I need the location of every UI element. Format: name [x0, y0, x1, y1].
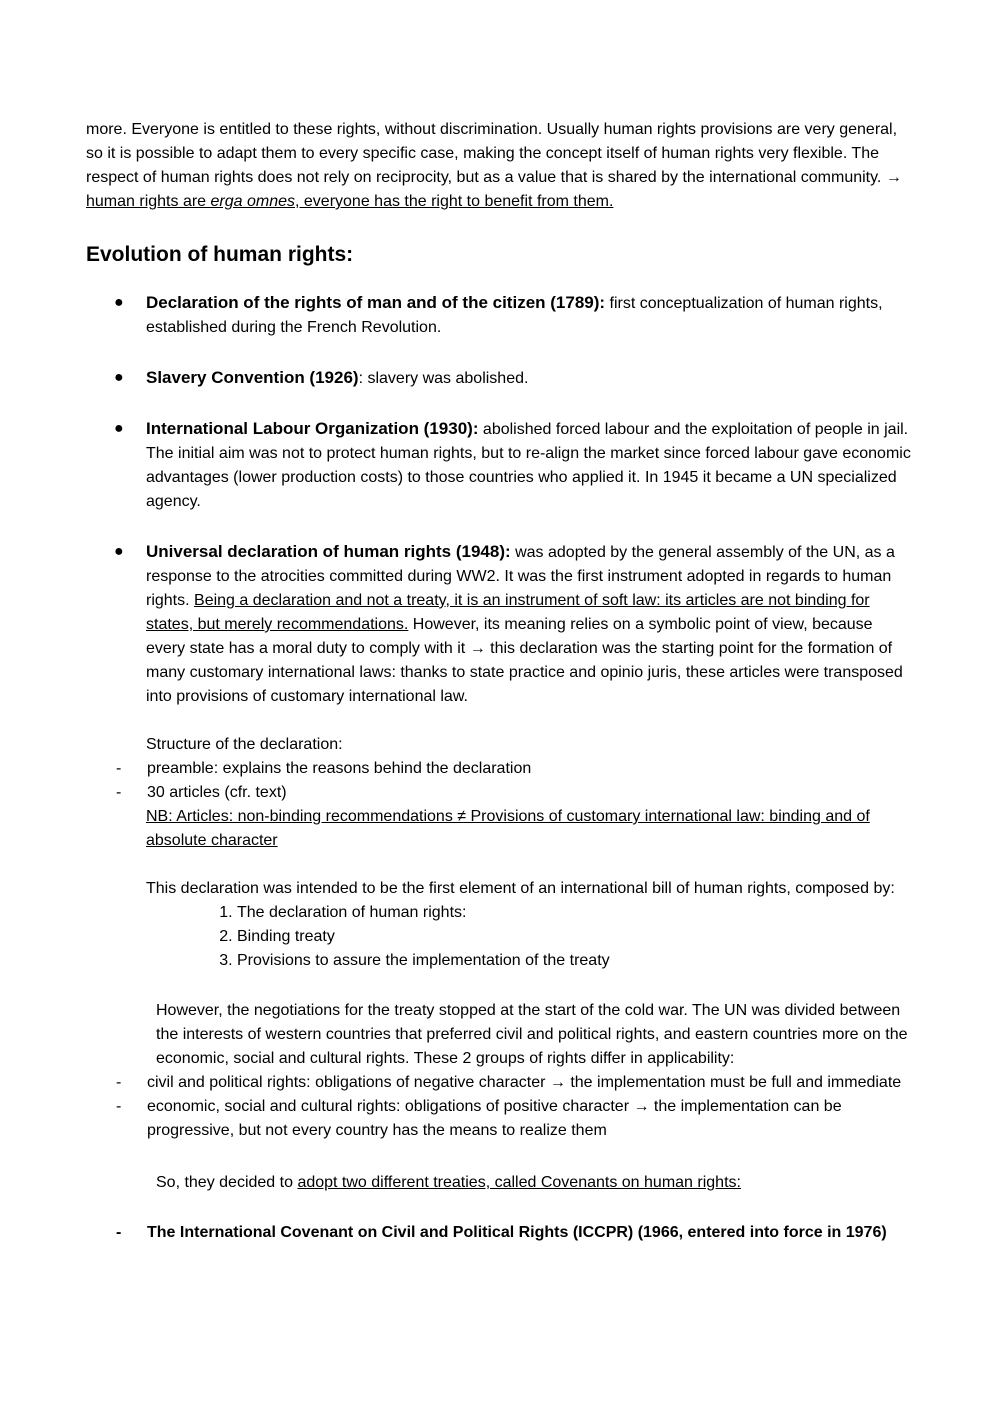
bill-intro: This declaration was intended to be the first element of an international bill of human rights, composed by: — [146, 880, 895, 897]
list-item: - 30 articles (cfr. text) — [86, 781, 916, 805]
list-item — [86, 366, 916, 391]
evolution-list — [86, 291, 916, 1245]
item-text: : slavery was abolished. — [358, 370, 529, 387]
list-item — [86, 540, 916, 1245]
coldwar-block — [146, 999, 916, 1071]
covenants-intro — [156, 1171, 916, 1195]
rights-groups — [86, 1071, 916, 1143]
coldwar-text: However, the negotiations for the treaty stopped at the start of the cold war. The UN was divided between the interests of western countries that preferred civil and political rights, and eastern countries more on the economic, social and cultural rights. These 2 groups of rights differ in applicability: — [156, 1002, 908, 1067]
section-heading: Evolution of human rights: — [86, 243, 354, 266]
item-text: abolished forced labour and the exploitation of people in jail. The initial aim was not to protect human rights, but to re-align the market since forced labour gave economic advantages (lower production costs) to those countries who applied it. In 1945 it became a UN specialized agency. — [146, 421, 911, 510]
structure-points — [86, 757, 916, 805]
intro-underlined-part1: human rights are — [86, 193, 211, 210]
item-underlined-text: Being a declaration and not a treaty, it is an instrument of soft law: its articles are not binding for states, but merely recommendations. — [146, 592, 870, 633]
list-item — [86, 291, 916, 340]
document-page — [86, 118, 916, 1245]
intro-text: more. Everyone is entitled to these rights, without discrimination. Usually human rights provisions are very general, so it is possible to adapt them to every specific case, making the concept itself of human rights very flexible. The respect of human rights does not rely on reciprocity, but as a value that is shared by the international community. → — [86, 121, 902, 186]
list-item: - civil and political rights: obligations of negative character → the implementation must be full and immediate — [86, 1071, 916, 1095]
list-item: 2. Binding treaty — [237, 925, 916, 949]
item-text-continued: However, its meaning relies on a symbolic point of view, because every state has a moral duty to comply with it → this declaration was the starting point for the formation of many customary international laws: thanks to state practice and opinio juris, these articles were transposed into provisions of customary international law. — [146, 616, 903, 705]
item-title: Declaration of the rights of man and of the citizen (1789): — [146, 293, 606, 312]
bill-list — [116, 901, 916, 973]
covenants-pre: So, they decided to — [156, 1174, 298, 1191]
intro-paragraph — [86, 118, 916, 214]
list-item — [86, 417, 916, 514]
list-item: - preamble: explains the reasons behind the declaration — [86, 757, 916, 781]
structure-label: Structure of the declaration: — [146, 736, 343, 753]
intro-underlined-part2: , everyone has the right to benefit from them. — [295, 193, 614, 210]
item-title: Slavery Convention (1926) — [146, 368, 359, 387]
intro-underlined-emphasis: erga omnes — [210, 193, 296, 210]
intro-underlined — [86, 193, 613, 210]
covenants-underlined: adopt two different treaties, called Covenants on human rights: — [297, 1174, 741, 1191]
item-title: International Labour Organization (1930): — [146, 419, 479, 438]
list-item: - economic, social and cultural rights: obligations of positive character → the implementation can be progressive, but not every country has the means to realize them — [86, 1095, 916, 1143]
item-text: first conceptualization of human rights, established during the French Revolution. — [146, 295, 883, 336]
list-item: - The International Covenant on Civil and Political Rights (ICCPR) (1966, entered into force in 1976) — [86, 1221, 916, 1245]
covenants-block — [146, 1171, 916, 1195]
item-text: was adopted by the general assembly of the UN, as a response to the atrocities committed during WW2. It was the first instrument adopted in regards to human rights. — [146, 544, 895, 609]
covenants-list — [86, 1221, 916, 1245]
nb-note: NB: Articles: non-binding recommendations ≠ Provisions of customary international law: binding and of absolute character — [146, 808, 870, 849]
list-item: 3. Provisions to assure the implementation of the treaty — [237, 949, 916, 973]
item-title: Universal declaration of human rights (1948): — [146, 542, 511, 561]
list-item: 1. The declaration of human rights: — [237, 901, 916, 925]
